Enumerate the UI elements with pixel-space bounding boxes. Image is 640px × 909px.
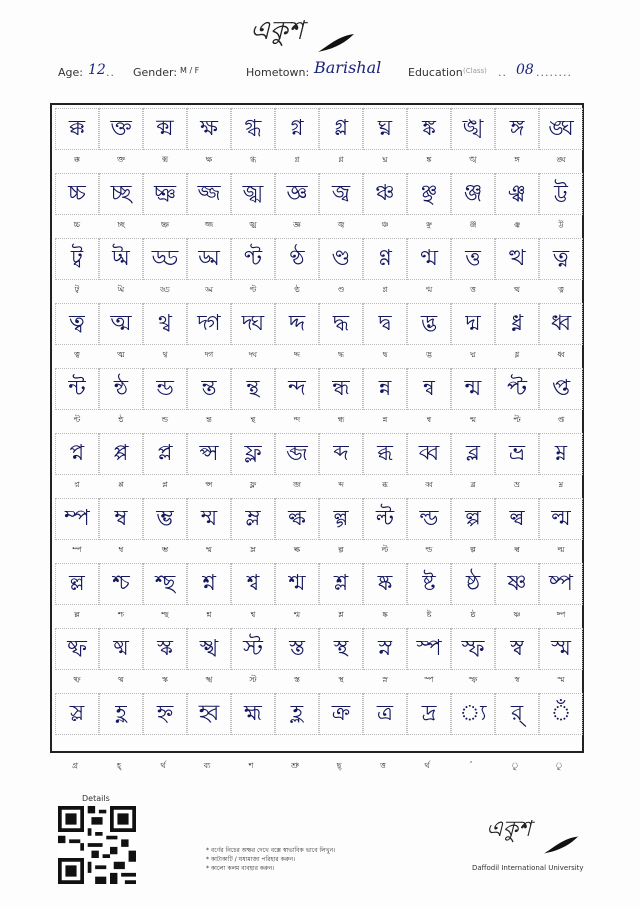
printed-label: গ্ধ bbox=[249, 155, 257, 164]
handwritten-cell: দ্ব bbox=[363, 303, 407, 345]
handwritten-cell: ষ্প bbox=[539, 563, 583, 605]
handwritten-cell: ঞ্চ bbox=[363, 173, 407, 215]
printed-label: শ bbox=[248, 761, 254, 770]
handwritten-cell: ণ্ড bbox=[319, 238, 363, 280]
handwritten-cell: ঙ্খ bbox=[451, 108, 495, 150]
handwritten-cell: ঙ্গ bbox=[495, 108, 539, 150]
handwritten-cell: স্ন bbox=[363, 628, 407, 670]
printed-label: স্প bbox=[424, 675, 434, 684]
printed-label: ল্ল bbox=[74, 610, 80, 619]
handwritten-cell: ব্ব bbox=[407, 433, 451, 475]
printed-label: দ্ভ bbox=[426, 350, 432, 359]
handwritten-cell: দ্ম bbox=[451, 303, 495, 345]
printed-label: ণ্ণ bbox=[382, 285, 388, 294]
handwritten-cell: শ্ম bbox=[275, 563, 319, 605]
handwritten-cell: ন্ত bbox=[187, 368, 231, 410]
printed-label: ষ্ক bbox=[382, 610, 388, 619]
note-line: * বর্ণের নিচের অক্ষর দেখে বক্সে স্বাভাবিক ভাবে লিখুন। bbox=[206, 847, 336, 854]
gender-value: M / F bbox=[180, 66, 200, 75]
printed-label: ধ্ন bbox=[514, 350, 520, 359]
grid-row bbox=[52, 690, 582, 755]
handwritten-cell: ণ্ণ bbox=[363, 238, 407, 280]
handwritten-cell: ত্থ bbox=[495, 238, 539, 280]
gender-label: Gender: bbox=[133, 66, 178, 79]
printed-label: দ্ব bbox=[382, 350, 388, 359]
handwritten-cell: ম্ল bbox=[231, 498, 275, 540]
printed-label: ক্ম bbox=[161, 155, 169, 164]
handwritten-cell: ল্গ bbox=[319, 498, 363, 540]
grid-row bbox=[52, 430, 582, 495]
grid-row bbox=[52, 235, 582, 300]
handwritten-cell: ন্দ bbox=[275, 368, 319, 410]
printed-label: ন্থ bbox=[250, 415, 256, 424]
printed-label: ত্ম bbox=[117, 350, 125, 359]
handwritten-cell: ষ্ঠ bbox=[451, 563, 495, 605]
printed-label: ত্ত bbox=[470, 285, 476, 294]
printed-label: ন্ত bbox=[206, 415, 212, 424]
education-value: 08 bbox=[516, 62, 534, 78]
logo-text: একুশ bbox=[250, 16, 304, 46]
printed-label: শ্রু bbox=[291, 761, 299, 770]
participant-info: Age: 12 .. Gender: M / F Hometown: Barishal Education (Class) .. 08 ........ bbox=[58, 58, 572, 79]
handwritten-cell: শ্ল bbox=[319, 563, 363, 605]
printed-label: ু bbox=[555, 761, 563, 770]
feather-icon bbox=[316, 32, 356, 54]
handwritten-cell: প্ট bbox=[495, 368, 539, 410]
printed-label: প্ন bbox=[74, 480, 80, 489]
handwritten-cell: স্ফ bbox=[451, 628, 495, 670]
handwritten-cell: ন্থ bbox=[231, 368, 275, 410]
handwritten-cell: ব্দ bbox=[319, 433, 363, 475]
handwritten-cell: দ্দ bbox=[275, 303, 319, 345]
printed-label: স্খ bbox=[205, 675, 213, 684]
printed-label: ন্ড bbox=[161, 415, 169, 424]
printed-label: র্থ bbox=[160, 761, 166, 770]
handwritten-cell: শ্ন bbox=[187, 563, 231, 605]
handwritten-cell: ফ্ল bbox=[231, 433, 275, 475]
qr-code-icon bbox=[58, 806, 136, 884]
handwritten-cell: স্ম bbox=[539, 628, 583, 670]
handwritten-cell: ক্ষ bbox=[187, 108, 231, 150]
handwritten-cell: ঘ্ন bbox=[363, 108, 407, 150]
printed-label: ব্য bbox=[203, 761, 211, 770]
printed-label: র্থ bbox=[424, 761, 430, 770]
hometown-label: Hometown: bbox=[246, 66, 310, 79]
logo-text: একুশ bbox=[486, 817, 532, 842]
printed-label: দ্ঘ bbox=[248, 350, 258, 359]
printed-label: ঞ্চ bbox=[381, 220, 389, 229]
handwritten-cell: স্খ bbox=[187, 628, 231, 670]
feather-icon bbox=[542, 834, 580, 856]
printed-label: ন্ট bbox=[73, 415, 81, 424]
handwritten-cell: স্ব bbox=[495, 628, 539, 670]
handwritten-cell: ল্ম bbox=[539, 498, 583, 540]
printed-label: ʼ bbox=[469, 760, 473, 769]
printed-label: ন্ধ bbox=[337, 415, 345, 424]
handwritten-cell: হ্ব bbox=[187, 693, 231, 735]
handwritten-cell: ন্ন bbox=[363, 368, 407, 410]
handwritten-cell: ন্ধ bbox=[319, 368, 363, 410]
printed-label: ম্ল bbox=[250, 545, 256, 554]
handwritten-cell: স্ক bbox=[143, 628, 187, 670]
printed-label: চ্ঞ bbox=[160, 220, 170, 229]
handwritten-cell: ঞ্ঝ bbox=[495, 173, 539, 215]
printed-label: ঞ্ছ bbox=[426, 220, 432, 229]
handwritten-cell: ক্র bbox=[319, 693, 363, 735]
printed-label: দ্গ bbox=[204, 350, 214, 359]
handwritten-cell: ম্ম bbox=[187, 498, 231, 540]
printed-label: ম্ন bbox=[558, 480, 564, 489]
handwritten-cell: ম্প bbox=[55, 498, 99, 540]
printed-label: ত্ন bbox=[558, 285, 564, 294]
printed-label: ঘ্ন bbox=[382, 155, 388, 164]
printed-label: ষ্ট bbox=[426, 610, 432, 619]
printed-label: শ্ন bbox=[206, 610, 212, 619]
printed-label: থ্ব bbox=[162, 350, 168, 359]
handwritten-cell: শ্ছ bbox=[143, 563, 187, 605]
printed-label: শ্ছ bbox=[161, 610, 169, 619]
handwritten-cell: ল্প bbox=[451, 498, 495, 540]
printed-label: ন্ঠ bbox=[118, 415, 124, 424]
handwritten-cell: শ্চ bbox=[99, 563, 143, 605]
printed-label: চ্ছ bbox=[117, 220, 125, 229]
printed-label: ল্ড bbox=[425, 545, 433, 554]
handwritten-cell: স্ত bbox=[275, 628, 319, 670]
printed-label: ন্ন bbox=[382, 415, 388, 424]
printed-label: ব্ব bbox=[425, 480, 433, 489]
handwritten-cell: ম্ব bbox=[99, 498, 143, 540]
printed-label: ণ্ম bbox=[425, 285, 433, 294]
printed-label: স্ম bbox=[557, 675, 565, 684]
printed-label: ল্প bbox=[470, 545, 476, 554]
handwritten-cell: হ্ণ bbox=[99, 693, 143, 735]
grid-row bbox=[52, 105, 582, 170]
hometown-value: Barishal bbox=[314, 58, 382, 77]
handwritten-cell: ষ্ণ bbox=[495, 563, 539, 605]
handwritten-cell: ন্ব bbox=[407, 368, 451, 410]
printed-label: ণ্ট bbox=[249, 285, 257, 294]
printed-label: ঞ্জ bbox=[469, 220, 477, 229]
university-name: Daffodil International University bbox=[472, 864, 584, 872]
handwritten-cell: ল্ব bbox=[495, 498, 539, 540]
printed-label: ক্ষ bbox=[205, 155, 213, 164]
printed-label: ধ্ব bbox=[557, 350, 565, 359]
grid-row bbox=[52, 170, 582, 235]
printed-label: ট্ট bbox=[558, 220, 564, 229]
printed-label: শ্ল bbox=[338, 610, 344, 619]
handwritten-cell: প্প bbox=[99, 433, 143, 475]
printed-label: ঙ্খ bbox=[469, 155, 477, 164]
note-line: * কালো কলম ব্যবহার করুন। bbox=[206, 865, 275, 872]
handwritten-cell: স্ট bbox=[231, 628, 275, 670]
printed-label: ট্ম bbox=[117, 285, 125, 294]
printed-label: ণ্ঠ bbox=[294, 285, 300, 294]
handwritten-cell: ভ্র bbox=[495, 433, 539, 475]
printed-label: স্ক bbox=[162, 675, 168, 684]
handwritten-cell: ট্ব bbox=[55, 238, 99, 280]
printed-label: ব্ল bbox=[470, 480, 476, 489]
handwritten-cell: র্ bbox=[495, 693, 539, 735]
printed-label: ল্ক bbox=[293, 545, 301, 554]
handwritten-cell: ণ্ঠ bbox=[275, 238, 319, 280]
printed-label: ম্ব bbox=[118, 545, 124, 554]
printed-label: শ্ব bbox=[250, 610, 256, 619]
printed-label: ঞ্ঝ bbox=[513, 220, 521, 229]
handwritten-cell: ধ্ব bbox=[539, 303, 583, 345]
printed-label: ত্ব bbox=[74, 350, 80, 359]
handwritten-cell: প্স bbox=[187, 433, 231, 475]
handwritten-cell: ঙ্ঘ bbox=[539, 108, 583, 150]
handwritten-cell: গ্ন bbox=[275, 108, 319, 150]
printed-label: প্ট bbox=[513, 415, 521, 424]
handwritten-cell: স্প bbox=[407, 628, 451, 670]
printed-label: দ্ধ bbox=[338, 350, 344, 359]
printed-label: প্প bbox=[118, 480, 124, 489]
printed-label: ণ্ড bbox=[337, 285, 345, 294]
handwritten-cell: ম্ভ bbox=[143, 498, 187, 540]
printed-label: ষ্প bbox=[556, 610, 566, 619]
bottom-row-labels bbox=[50, 760, 584, 774]
printed-label: ঙ্ক bbox=[426, 155, 432, 164]
printed-label: গ্ন bbox=[294, 155, 300, 164]
printed-label: ব্জ bbox=[293, 480, 301, 489]
printed-label: ম্প bbox=[72, 545, 82, 554]
printed-label: ল্ব bbox=[514, 545, 520, 554]
handwritten-cell: ন্ঠ bbox=[99, 368, 143, 410]
printed-label: ল্ট bbox=[381, 545, 389, 554]
handwritten-cell: ব্ধ bbox=[363, 433, 407, 475]
printed-label: স্ন bbox=[382, 675, 388, 684]
handwritten-cell: জ্ঝ bbox=[231, 173, 275, 215]
printed-label: প্ল bbox=[162, 480, 168, 489]
printed-label: ষ্ণ bbox=[513, 610, 521, 619]
handwritten-cell: ট্ট bbox=[539, 173, 583, 215]
grid-row bbox=[52, 495, 582, 560]
printed-label: ফ্ল bbox=[249, 480, 257, 489]
handwritten-cell: প্ন bbox=[55, 433, 99, 475]
printed-label: ল্গ bbox=[338, 545, 344, 554]
handwritten-cell: ক্ক bbox=[55, 108, 99, 150]
handwritten-cell: ন্ড bbox=[143, 368, 187, 410]
printed-label: প্ত bbox=[557, 415, 565, 424]
printed-label: ষ্ঠ bbox=[470, 610, 476, 619]
handwritten-cell: ট্ম bbox=[99, 238, 143, 280]
handwritten-cell: ব্জ bbox=[275, 433, 319, 475]
handwritten-cell: দ্ঘ bbox=[231, 303, 275, 345]
printed-label: ষ্ফ bbox=[73, 675, 81, 684]
handwritten-cell: ল্ড bbox=[407, 498, 451, 540]
writing-grid bbox=[50, 103, 584, 753]
printed-label: ত্ত bbox=[380, 761, 386, 770]
handwritten-cell: দ্র bbox=[407, 693, 451, 735]
ekushe-logo-top bbox=[250, 10, 360, 56]
handwritten-cell: প্ল bbox=[143, 433, 187, 475]
education-label: Education bbox=[408, 66, 463, 79]
handwritten-cell: থ্ব bbox=[143, 303, 187, 345]
printed-label: গ্ল bbox=[338, 155, 344, 164]
handwritten-cell: ত্ম bbox=[99, 303, 143, 345]
printed-label: ন্ম bbox=[469, 415, 477, 424]
printed-label: ত্থ bbox=[513, 285, 521, 294]
handwritten-cell: দ্ধ bbox=[319, 303, 363, 345]
printed-label: ল্ম bbox=[557, 545, 565, 554]
handwritten-cell: ন্ট bbox=[55, 368, 99, 410]
printed-label: ঙ্ঘ bbox=[556, 155, 566, 164]
printed-label: জ্ঝ bbox=[249, 220, 257, 229]
printed-label: ম্ভ bbox=[161, 545, 169, 554]
handwritten-cell: ঞ্জ bbox=[451, 173, 495, 215]
printed-label: স্ব bbox=[514, 675, 520, 684]
printed-label: ক্ত bbox=[117, 155, 125, 164]
handwritten-cell: ন্ম bbox=[451, 368, 495, 410]
handwritten-cell: ল্ল bbox=[55, 563, 99, 605]
printed-label: ড্ম bbox=[205, 285, 213, 294]
handwritten-cell: গ্ধ bbox=[231, 108, 275, 150]
printed-label: চ্চ bbox=[73, 220, 81, 229]
printed-label: গ্র bbox=[72, 761, 78, 770]
handwritten-cell: হ্ম bbox=[231, 693, 275, 735]
handwritten-cell: জ্জ bbox=[187, 173, 231, 215]
handwritten-cell: চ্ঞ bbox=[143, 173, 187, 215]
handwritten-cell: প্ত bbox=[539, 368, 583, 410]
age-label: Age: bbox=[58, 66, 83, 79]
handwritten-cell: দ্গ bbox=[187, 303, 231, 345]
handwritten-cell: চ্চ bbox=[55, 173, 99, 215]
handwritten-cell: জ্ঞ bbox=[275, 173, 319, 215]
handwritten-cell: হ্ল bbox=[275, 693, 319, 735]
grid-row bbox=[52, 560, 582, 625]
handwritten-cell: ত্ব bbox=[55, 303, 99, 345]
printed-label: ষ্ম bbox=[118, 675, 124, 684]
printed-label: ু bbox=[511, 761, 519, 770]
printed-label: ড্ড bbox=[160, 285, 170, 294]
printed-label: ন্ব bbox=[426, 415, 432, 424]
handwritten-cell: ঙ্ক bbox=[407, 108, 451, 150]
handwritten-cell: ক্ত bbox=[99, 108, 143, 150]
handwritten-cell: শ্ব bbox=[231, 563, 275, 605]
age-value: 12 bbox=[88, 62, 106, 78]
printed-label: ট্ব bbox=[74, 285, 80, 294]
handwritten-cell: ধ্ন bbox=[495, 303, 539, 345]
printed-label: ছ্ bbox=[336, 761, 342, 770]
grid-row bbox=[52, 625, 582, 690]
printed-label: দ্ম bbox=[470, 350, 476, 359]
grid-row bbox=[52, 300, 582, 365]
grid-row bbox=[52, 365, 582, 430]
printed-label: জ্ব bbox=[337, 220, 345, 229]
handwritten-cell: ত্ন bbox=[539, 238, 583, 280]
handwritten-cell: ষ্ম bbox=[99, 628, 143, 670]
printed-label: স্ফ bbox=[468, 675, 478, 684]
handwritten-cell: ণ্ম bbox=[407, 238, 451, 280]
handwritten-cell: ষ্ক bbox=[363, 563, 407, 605]
handwritten-cell: জ্ব bbox=[319, 173, 363, 215]
printed-label: প্স bbox=[205, 480, 213, 489]
printed-label: ম্ম bbox=[206, 545, 212, 554]
handwritten-cell: ঁ bbox=[539, 693, 583, 735]
printed-label: ব্দ bbox=[338, 480, 344, 489]
printed-label: জ্ঞ bbox=[293, 220, 301, 229]
printed-label: হ্ bbox=[116, 761, 122, 770]
handwritten-cell: ষ্ট bbox=[407, 563, 451, 605]
printed-label: ভ্র bbox=[514, 480, 520, 489]
handwritten-cell: চ্ছ bbox=[99, 173, 143, 215]
note-line: * কাটাকাটি / ঘষামাজা পরিহার করুন। bbox=[206, 856, 296, 863]
handwritten-cell: ল্ক bbox=[275, 498, 319, 540]
printed-label: জ্জ bbox=[204, 220, 214, 229]
printed-label: স্থ bbox=[338, 675, 344, 684]
qr-label: Details bbox=[82, 794, 110, 803]
printed-label: দ্দ bbox=[294, 350, 300, 359]
handwritten-cell: ্য bbox=[451, 693, 495, 735]
printed-label: স্ট bbox=[249, 675, 257, 684]
handwritten-cell: ড্ড bbox=[143, 238, 187, 280]
printed-label: ন্দ bbox=[293, 415, 301, 424]
education-hint: (Class) bbox=[463, 67, 487, 75]
handwritten-cell: ত্ত bbox=[451, 238, 495, 280]
handwritten-cell: ত্র bbox=[363, 693, 407, 735]
handwritten-cell: গ্ল bbox=[319, 108, 363, 150]
handwritten-cell: ণ্ট bbox=[231, 238, 275, 280]
handwritten-cell: ষ্ফ bbox=[55, 628, 99, 670]
printed-label: শ্ম bbox=[293, 610, 301, 619]
printed-label: শ্চ bbox=[117, 610, 125, 619]
handwritten-cell: ম্ন bbox=[539, 433, 583, 475]
handwritten-cell: ক্ম bbox=[143, 108, 187, 150]
handwritten-cell: স্ল bbox=[55, 693, 99, 735]
printed-label: ঙ্গ bbox=[514, 155, 520, 164]
handwritten-cell: ড্ম bbox=[187, 238, 231, 280]
handwritten-cell: ল্ট bbox=[363, 498, 407, 540]
handwritten-cell: ঞ্ছ bbox=[407, 173, 451, 215]
handwritten-cell: ব্ল bbox=[451, 433, 495, 475]
printed-label: ক্ক bbox=[74, 155, 80, 164]
handwritten-cell: হ্ন bbox=[143, 693, 187, 735]
handwritten-cell: স্থ bbox=[319, 628, 363, 670]
printed-label: ব্ধ bbox=[382, 480, 388, 489]
handwritten-cell: দ্ভ bbox=[407, 303, 451, 345]
instruction-notes bbox=[206, 846, 335, 873]
printed-label: স্ত bbox=[294, 675, 300, 684]
